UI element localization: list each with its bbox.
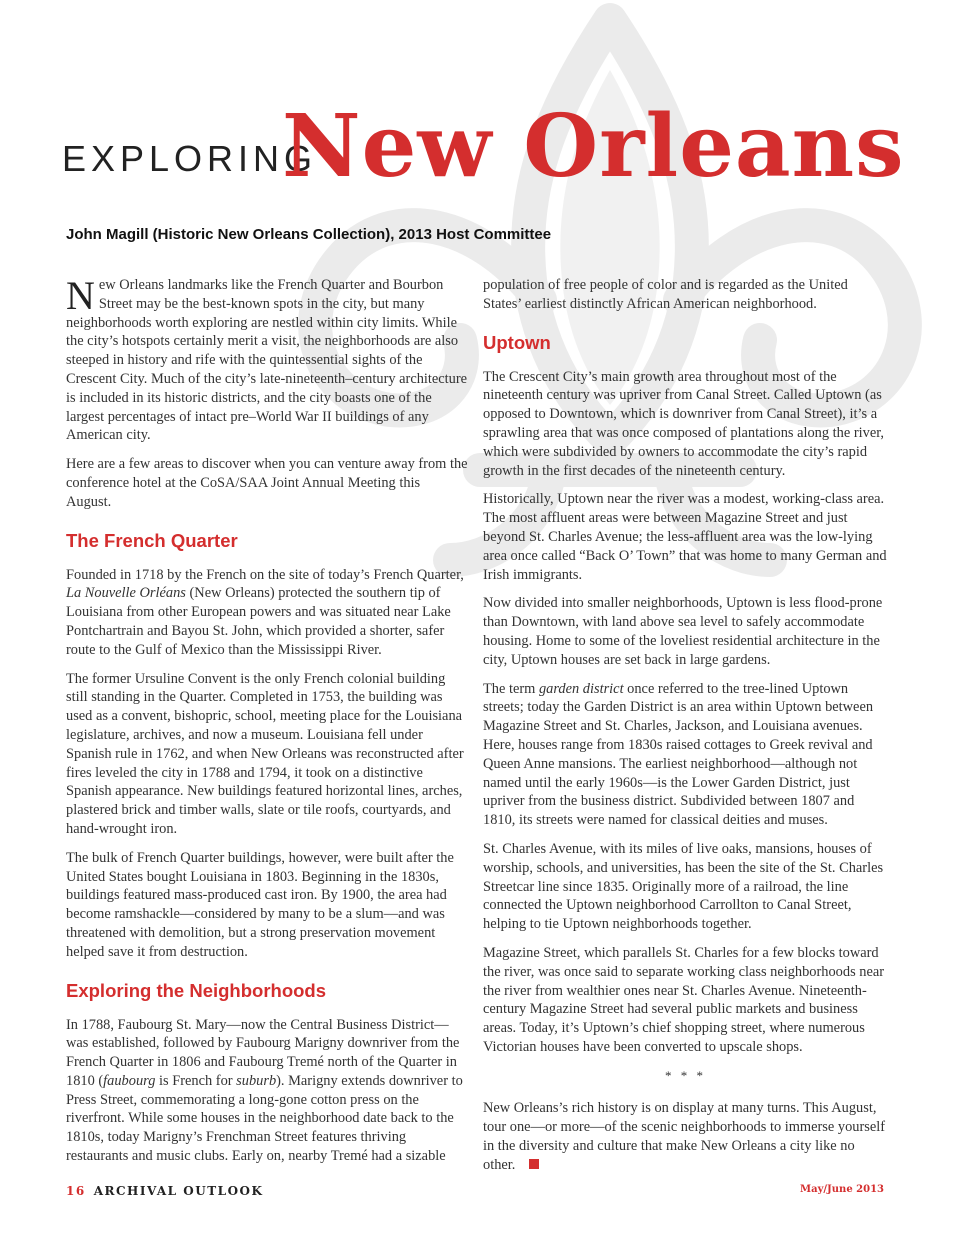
title-main: New Orleans [282, 96, 905, 197]
right-column [483, 276, 888, 1185]
uptown-paragraph-5: St. Charles Avenue, with its miles of live oaks, mansions, houses of worship, schools, and universities, has been the site of the St. Charles Streetcar line since 1835. Originally more of a railroad, the line connected the Uptown neighborhood Carrollton to Canal Street, helping to tie Uptown neighborhoods together. [483, 840, 884, 933]
title-prefix: EXPLORING [62, 138, 318, 179]
page-title [62, 88, 912, 208]
red-square-icon [529, 1159, 539, 1169]
footer-issue: May/June 2013 [800, 1184, 884, 1195]
french-quarter-paragraph-1: Founded in 1718 by the French on the site of today’s French Quarter, La Nouvelle Orléans (New Orleans) protected the southern tip of Louisiana from other European powers and was situated near Lake Pontchartrain and Bayou St. John, which provided a shorter, safer route to the Gulf of Mexico than the Mississippi River. [66, 566, 464, 658]
heading-neighborhoods: Exploring the Neighborhoods [66, 979, 327, 1001]
uptown-paragraph-2: Historically, Uptown near the river was a modest, working-class area. The most affluent areas were between Magazine Street and just beyond St. Charles Avenue; the less-affluent area was the low-lying area once called “Back O’ Town” that was home to many German and Irish immigrants. [483, 491, 887, 583]
french-quarter-paragraph-2: The former Ursuline Convent is the only French colonial building still standing in the Quarter. Completed in 1753, the building was used as a convent, bishopric, school, meeting place for the Louisiana legislature, archives, and now a museum. Louisiana fell under Spanish rule in 1762, and when New Orleans was reconstructed after fires leveled the city in 1788 and 1794, it took on a distinctive Spanish appearance. New buildings featured horizontal lines, arches, plastered brick and timber walls, slate or tile roofs, courtyards, and hand-wrought iron. [66, 670, 464, 837]
closing-paragraph: New Orleans’s rich history is on display at many turns. This August, tour one—or more—of the scenic neighborhoods to immerse yourself in the diversity and culture that make New Orleans a city like no other. [483, 1100, 886, 1173]
heading-uptown: Uptown [483, 331, 551, 353]
neighborhoods-paragraph-1: In 1788, Faubourg St. Mary—now the Central Business District—was established, followed by Faubourg Marigny downriver from the French Quarter in 1806 and Faubourg Tremé north of the Quarter in 1810 (faubourg is French for suburb). Marigny extends downriver to Press Street, commemorating a long-gone cotton press on the riverfront. While some houses in the neighborhood date back to the 1810s, today Marigny’s Frenchman Street features thriving restaurants and music clubs. Early on, nearby Tremé had a sizable [66, 1016, 463, 1165]
uptown-paragraph-1: The Crescent City’s main growth area throughout most of the nineteenth century was upriver from Canal Street. Called Uptown (as opposed to Downtown, which is downriver from Canal Street), it’s a sprawling area that was once composed of plantations along the river, which were subdivided by owners to accommodate the city’s rapid growth in the first decades of the nineteenth century. [483, 368, 885, 479]
uptown-paragraph-3: Now divided into smaller neighborhoods, Uptown is less flood-prone than Downtown, with land above sea level to safely accommodate housing. Home to some of the loveliest residential architecture in the city, Uptown houses are set back in large gardens. [483, 595, 883, 668]
page-number: 16 [66, 1184, 86, 1198]
byline: John Magill (Historic New Orleans Collection), 2013 Host Committee [66, 226, 552, 243]
heading-french-quarter: The French Quarter [66, 529, 238, 551]
uptown-paragraph-6: Magazine Street, which parallels St. Charles for a few blocks toward the river, was once said to separate working class neighborhoods near the river from wealthier ones near St. Charles Avenue. Nineteenth-century Magazine Street had several public markets and business areas. Today, it’s Uptown’s chief shopping street, where numerous Victorian houses have been converted to upscale shops. [483, 944, 885, 1055]
intro-paragraph-1: New Orleans landmarks like the French Quarter and Bourbon Street may be the best-known spots in the city, but many neighborhoods worth exploring are nestled within city limits. While the city’s hotspots certainly merit a visit, the neighborhoods are also steeped in history and rife with the quintessential sights of the Crescent City. Much of the city’s late-nineteenth–century architecture is included in its historic districts, and the city boasts one of the largest percentages of intact pre–World War II buildings of any American city. [66, 273, 468, 444]
publication-name: ARCHIVAL OUTLOOK [93, 1184, 264, 1198]
footer-publication [66, 1184, 263, 1198]
intro-paragraph-2: Here are a few areas to discover when you can venture away from the conference hotel at the CoSA/SAA Joint Annual Meeting this August. [66, 456, 468, 510]
uptown-paragraph-4: The term garden district once referred to the tree-lined Uptown streets; today the Garden District is an area within Uptown between Magazine Street and St. Charles, Jackson, and Louisiana avenues. Here, houses range from 1830s raised cottages to Greek revival and Queen Anne mansions. The earliest neighborhood—although not named until the early 1960s—is the Lower Garden District, just upriver from the business district. Subdivided between 1807 and 1810, its streets were named for classical deities and muses. [483, 680, 874, 829]
neighborhoods-paragraph-continued: population of free people of color and is regarded as the United States’ earliest distinctly African American neighborhood. [483, 277, 848, 312]
section-separator: * * * [665, 1067, 706, 1083]
left-column [66, 273, 468, 1176]
drop-cap: N [66, 273, 95, 318]
french-quarter-paragraph-3: The bulk of French Quarter buildings, however, were built after the United States bought Louisiana in 1803. Beginning in the 1830s, buildings featured mass-produced cast iron. By 1900, the area had become ramshackle—considered by many to be a slum—and was threatened with demolition, but a strong preservation movement helped save it from destruction. [66, 849, 454, 960]
